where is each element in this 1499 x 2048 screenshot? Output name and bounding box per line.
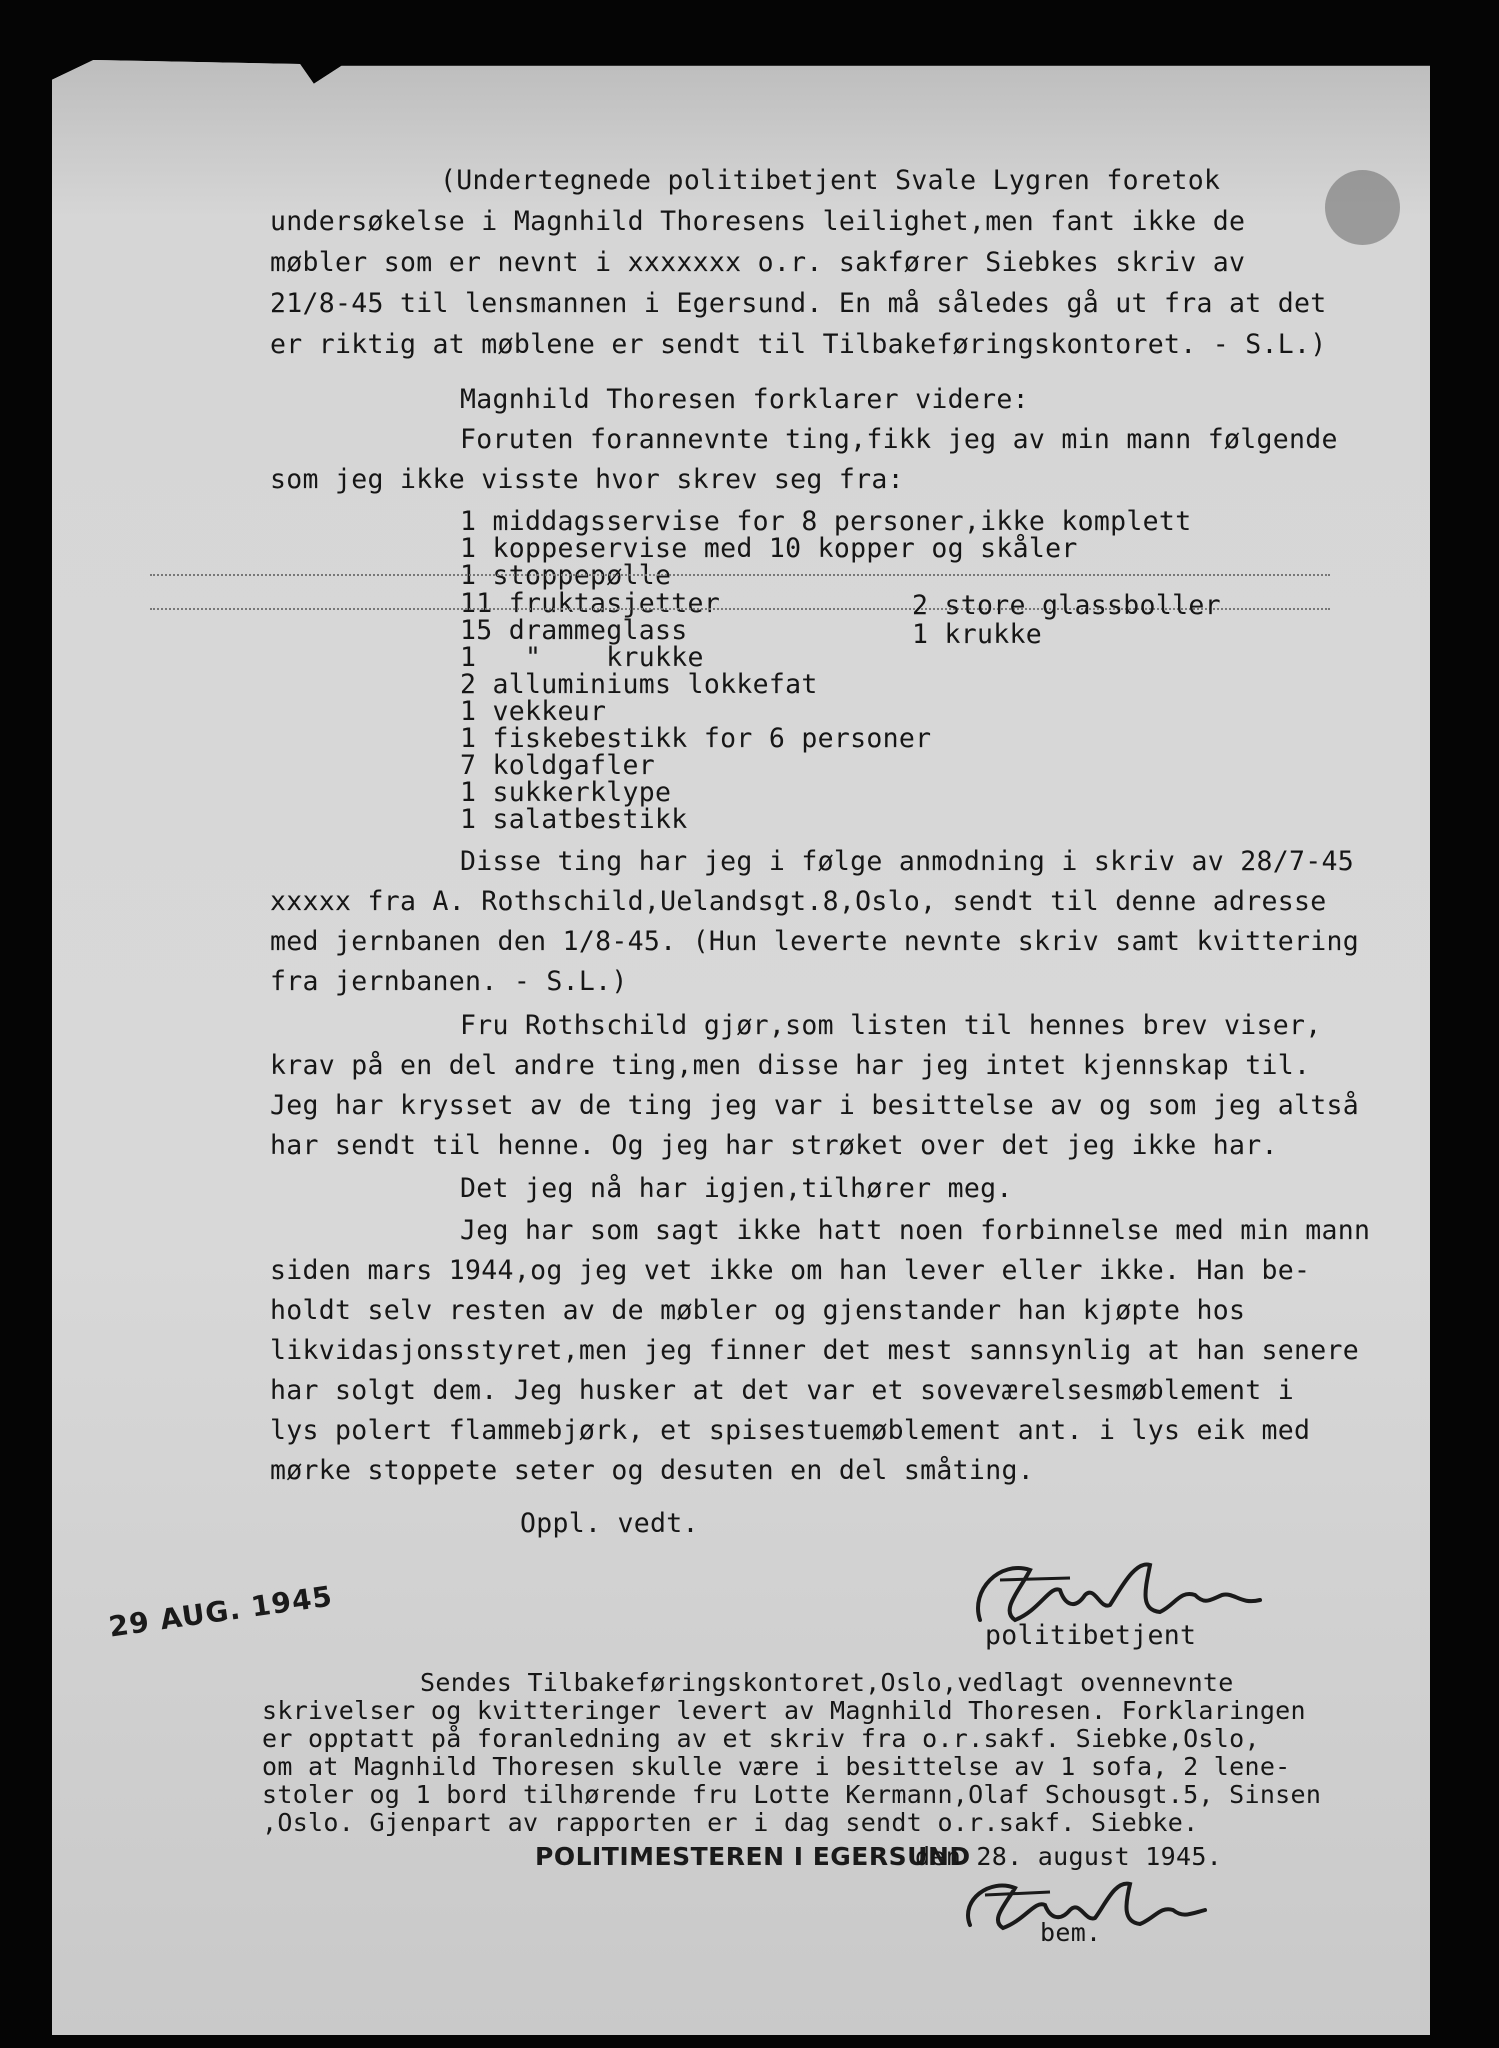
doc-line-3: møbler som er nevnt i xxxxxxx o.r. sakfører Siebkes skriv av bbox=[270, 247, 1246, 278]
item-line-6: 1 " krukke bbox=[460, 642, 704, 673]
received-date-stamp: 29 AUG. 1945 bbox=[106, 1579, 335, 1644]
doc-line-9: Disse ting har jeg i følge anmodning i skriv av 28/7-45 bbox=[460, 846, 1354, 877]
note-line-3: er opptatt på foranledning av et skriv fra o.r.sakf. Siebke,Oslo, bbox=[262, 1724, 1260, 1753]
doc-line-15: Jeg har krysset av de ting jeg var i besittelse av og som jeg altså bbox=[270, 1090, 1360, 1121]
doc-line-6: Magnhild Thoresen forklarer videre: bbox=[460, 384, 1029, 415]
item-line-right-1: 2 store glassboller bbox=[912, 590, 1221, 621]
doc-line-10: xxxxx fra A. Rothschild,Uelandsgt.8,Oslo, sendt til denne adresse bbox=[270, 886, 1327, 917]
doc-line-1: (Undertegnede politibetjent Svale Lygren foretok bbox=[440, 165, 1221, 196]
doc-line-24: mørke stoppete seter og desuten en del småting. bbox=[270, 1455, 1034, 1486]
dotted-rule bbox=[150, 574, 1330, 576]
doc-line-7: Foruten forannevnte ting,fikk jeg av min mann følgende bbox=[460, 424, 1338, 455]
item-line-8: 1 vekkeur bbox=[460, 696, 607, 727]
doc-closing: Oppl. vedt. bbox=[520, 1508, 699, 1539]
doc-line-4: 21/8-45 til lensmannen i Egersund. En må således gå ut fra at det bbox=[270, 288, 1327, 319]
doc-line-12: fra jernbanen. - S.L.) bbox=[270, 966, 628, 997]
item-line-4: 11 fruktasjetter bbox=[460, 588, 721, 619]
doc-line-8: som jeg ikke visste hvor skrev seg fra: bbox=[270, 464, 904, 495]
item-line-1: 1 middagsservise for 8 personer,ikke komplett bbox=[460, 506, 1192, 537]
item-line-2: 1 koppeservise med 10 kopper og skåler bbox=[460, 533, 1078, 564]
note-line-2: skrivelser og kvitteringer levert av Magnhild Thoresen. Forklaringen bbox=[262, 1696, 1306, 1725]
note-line-6: ,Oslo. Gjenpart av rapporten er i dag sendt o.r.sakf. Siebke. bbox=[262, 1808, 1199, 1837]
doc-line-11: med jernbanen den 1/8-45. (Hun leverte nevnte skriv samt kvittering bbox=[270, 926, 1360, 957]
item-line-3: 1 stoppepølle bbox=[460, 560, 672, 591]
note-line-5: stoler og 1 bord tilhørende fru Lotte Kermann,Olaf Schousgt.5, Sinsen bbox=[262, 1780, 1322, 1809]
item-line-right-2: 1 krukke bbox=[912, 619, 1043, 650]
doc-line-5: er riktig at møblene er sendt til Tilbakeføringskontoret. - S.L.) bbox=[270, 329, 1327, 360]
item-line-12: 1 salatbestikk bbox=[460, 804, 688, 835]
police-office-stamp: POLITIMESTEREN I EGERSUND bbox=[535, 1842, 971, 1871]
doc-line-17: Det jeg nå har igjen,tilhører meg. bbox=[460, 1173, 1013, 1204]
item-line-7: 2 alluminiums lokkefat bbox=[460, 669, 818, 700]
note-line-1: Sendes Tilbakeføringskontoret,Oslo,vedlagt ovennevnte bbox=[420, 1668, 1234, 1697]
note-line-4: om at Magnhild Thoresen skulle være i besittelse av 1 sofa, 2 lene- bbox=[262, 1752, 1291, 1781]
note-date: den 28. august 1945. bbox=[915, 1842, 1223, 1871]
signature-title: politibetjent bbox=[985, 1620, 1197, 1651]
doc-line-18: Jeg har som sagt ikke hatt noen forbinnelse med min mann bbox=[460, 1215, 1371, 1246]
item-line-9: 1 fiskebestikk for 6 personer bbox=[460, 723, 932, 754]
doc-line-23: lys polert flammebjørk, et spisestuemøblement ant. i lys eik med bbox=[270, 1415, 1311, 1446]
doc-line-13: Fru Rothschild gjør,som listen til hennes brev viser, bbox=[460, 1010, 1322, 1041]
doc-line-19: siden mars 1944,og jeg vet ikke om han lever eller ikke. Han be- bbox=[270, 1255, 1311, 1286]
item-line-10: 7 koldgafler bbox=[460, 750, 656, 781]
doc-line-22: har solgt dem. Jeg husker at det var et soveværelsesmøblement i bbox=[270, 1375, 1295, 1406]
doc-line-2: undersøkelse i Magnhild Thoresens leilighet,men fant ikke de bbox=[270, 206, 1246, 237]
item-line-11: 1 sukkerklype bbox=[460, 777, 672, 808]
bem-label: bem. bbox=[1040, 1918, 1102, 1947]
item-line-5: 15 drammeglass bbox=[460, 615, 688, 646]
doc-line-21: likvidasjonsstyret,men jeg finner det mest sannsynlig at han senere bbox=[270, 1335, 1360, 1366]
doc-line-16: har sendt til henne. Og jeg har strøket over det jeg ikke har. bbox=[270, 1130, 1278, 1161]
doc-line-20: holdt selv resten av de møbler og gjenstander han kjøpte hos bbox=[270, 1295, 1246, 1326]
doc-line-14: krav på en del andre ting,men disse har jeg intet kjennskap til. bbox=[270, 1050, 1311, 1081]
ink-blot bbox=[1325, 170, 1400, 245]
